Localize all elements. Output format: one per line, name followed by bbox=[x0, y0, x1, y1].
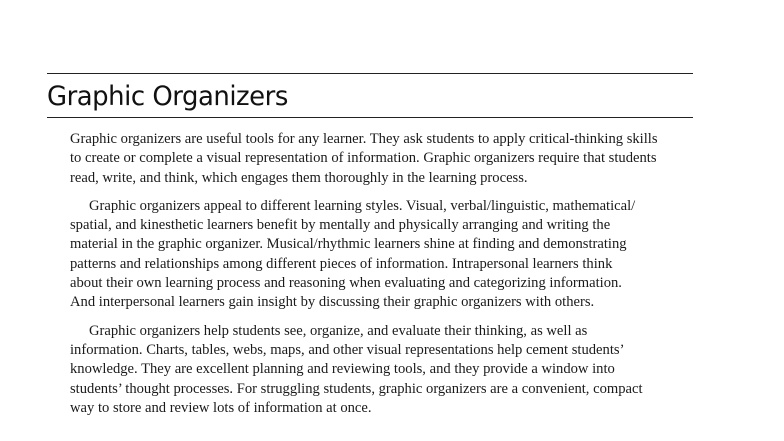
paragraph-3 bbox=[70, 322, 694, 418]
paragraph-line: read, write, and think, which engages them thoroughly in the learning process. bbox=[70, 169, 528, 186]
paragraph-line: Graphic organizers appeal to different learning styles. Visual, verbal/linguistic, mathematical/ bbox=[89, 197, 636, 214]
paragraph-1 bbox=[70, 130, 694, 188]
paragraph-line: information. Charts, tables, webs, maps, and other visual representations help cement students’ bbox=[70, 341, 625, 358]
paragraph-line: material in the graphic organizer. Musical/rhythmic learners shine at finding and demonstrating bbox=[70, 236, 627, 253]
title-top-rule bbox=[47, 73, 693, 74]
paragraph-line: students’ thought processes. For struggling students, graphic organizers are a convenient, compact bbox=[70, 380, 643, 397]
title-bottom-rule bbox=[47, 117, 693, 118]
paragraph-2 bbox=[70, 197, 694, 313]
paragraph-line: patterns and relationships among different pieces of information. Intrapersonal learners think bbox=[70, 255, 613, 272]
paragraph-line: spatial, and kinesthetic learners benefit by mentally and physically arranging and writing the bbox=[70, 217, 611, 234]
body-text bbox=[70, 130, 694, 427]
paragraph-line: to create or complete a visual representation of information. Graphic organizers require that students bbox=[70, 150, 657, 167]
paragraph-line: Graphic organizers are useful tools for any learner. They ask students to apply critical-thinking skills bbox=[70, 131, 658, 147]
paragraph-line: knowledge. They are excellent planning and reviewing tools, and they provide a window into bbox=[70, 361, 615, 378]
paragraph-line: way to store and review lots of information at once. bbox=[70, 399, 372, 416]
paragraph-line: Graphic organizers help students see, organize, and evaluate their thinking, as well as bbox=[89, 322, 588, 339]
page-title: Graphic Organizers bbox=[47, 81, 288, 112]
paragraph-line: about their own learning process and reasoning when evaluating and categorizing information. bbox=[70, 275, 622, 292]
paragraph-line: And interpersonal learners gain insight by discussing their graphic organizers with others. bbox=[70, 294, 595, 311]
